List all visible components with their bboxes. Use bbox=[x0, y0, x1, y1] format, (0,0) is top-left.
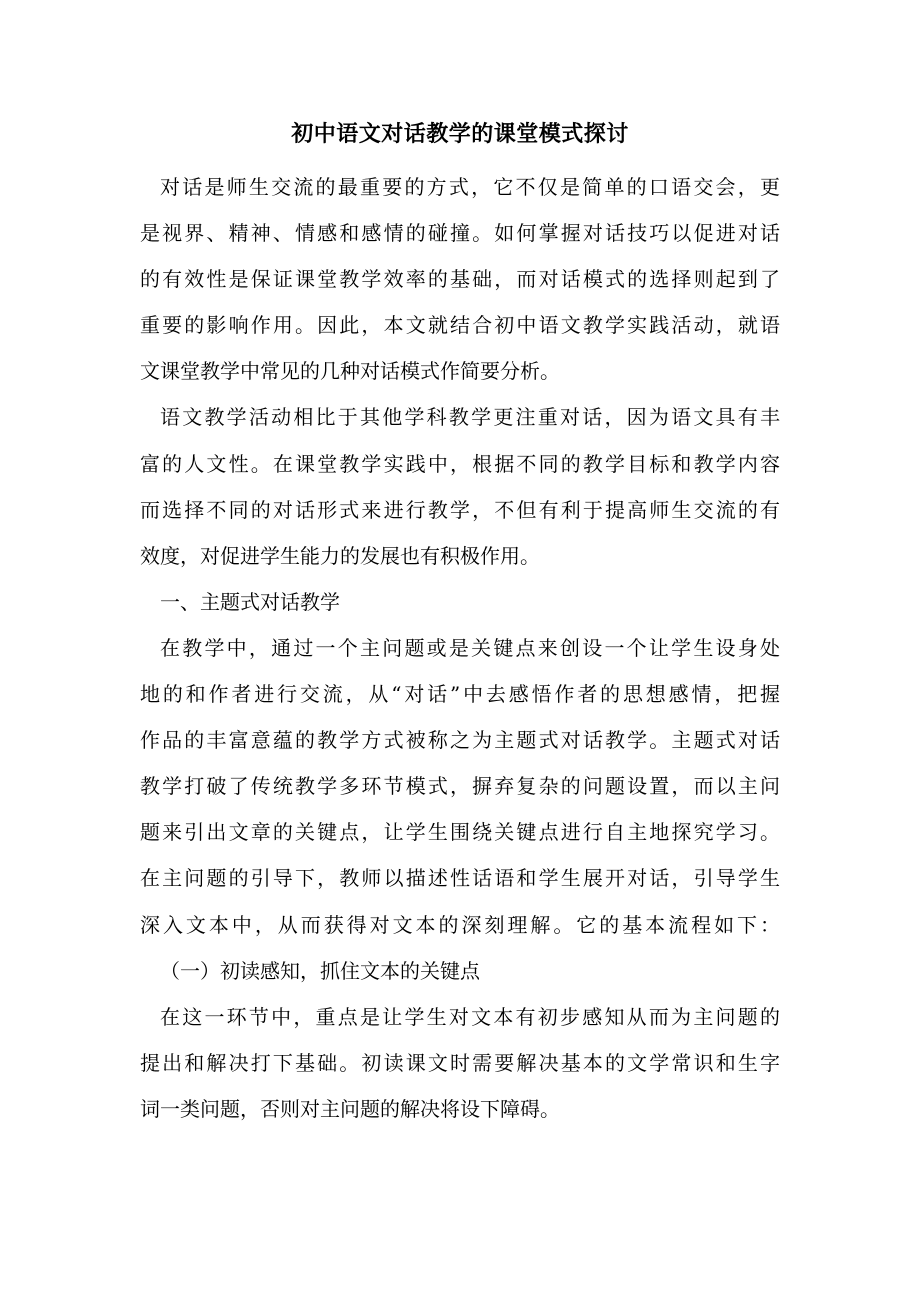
text-line: 的有效性是保证课堂教学效率的基础，而对话模式的选择则起到了 bbox=[140, 267, 780, 292]
text-line: 重要的影响作用。因此，本文就结合初中语文教学实践活动，就语 bbox=[140, 313, 780, 338]
text-line: 在主问题的引导下，教师以描述性话语和学生展开对话，引导学生 bbox=[140, 866, 780, 891]
document-body bbox=[140, 164, 780, 1132]
text-line: 而选择不同的对话形式来进行教学，不但有利于提高师生交流的有 bbox=[140, 497, 780, 522]
text-line: 语文教学活动相比于其他学科教学更注重对话，因为语文具有丰 bbox=[160, 405, 780, 430]
text-line: 提出和解决打下基础。初读课文时需要解决基本的文学常识和生字 bbox=[140, 1050, 780, 1075]
text-line: 地的和作者进行交流，从“对话”中去感悟作者的思想感情，把握 bbox=[140, 682, 780, 707]
text-line: 在教学中，通过一个主问题或是关键点来创设一个让学生设身处 bbox=[160, 635, 780, 660]
text-line: 对话是师生交流的最重要的方式，它不仅是简单的口语交会，更 bbox=[160, 175, 780, 199]
text-line: 效度，对促进学生能力的发展也有积极作用。 bbox=[140, 543, 540, 568]
text-line: 深入文本中，从而获得对文本的深刻理解。它的基本流程如下： bbox=[140, 912, 780, 937]
document-title: 初中语文对话教学的课堂模式探讨 bbox=[291, 121, 629, 147]
text-line: 富的人文性。在课堂教学实践中，根据不同的教学目标和教学内容 bbox=[140, 451, 780, 476]
text-line: 教学打破了传统教学多环节模式，摒弃复杂的问题设置，而以主问 bbox=[140, 774, 780, 799]
text-line: 在这一环节中，重点是让学生对文本有初步感知从而为主问题的 bbox=[160, 1004, 780, 1029]
text-line: （一）初读感知，抓住文本的关键点 bbox=[160, 958, 480, 983]
text-line: 词一类问题，否则对主问题的解决将设下障碍。 bbox=[140, 1096, 560, 1121]
text-line: 作品的丰富意蕴的教学方式被称之为主题式对话教学。主题式对话 bbox=[140, 728, 780, 753]
text-line: 题来引出文章的关键点，让学生围绕关键点进行自主地探究学习。 bbox=[140, 820, 780, 845]
text-line: 一、主题式对话教学 bbox=[160, 589, 340, 614]
text-line: 是视界、精神、情感和感情的碰撞。如何掌握对话技巧以促进对话 bbox=[140, 221, 780, 246]
text-line: 文课堂教学中常见的几种对话模式作简要分析。 bbox=[140, 359, 560, 384]
